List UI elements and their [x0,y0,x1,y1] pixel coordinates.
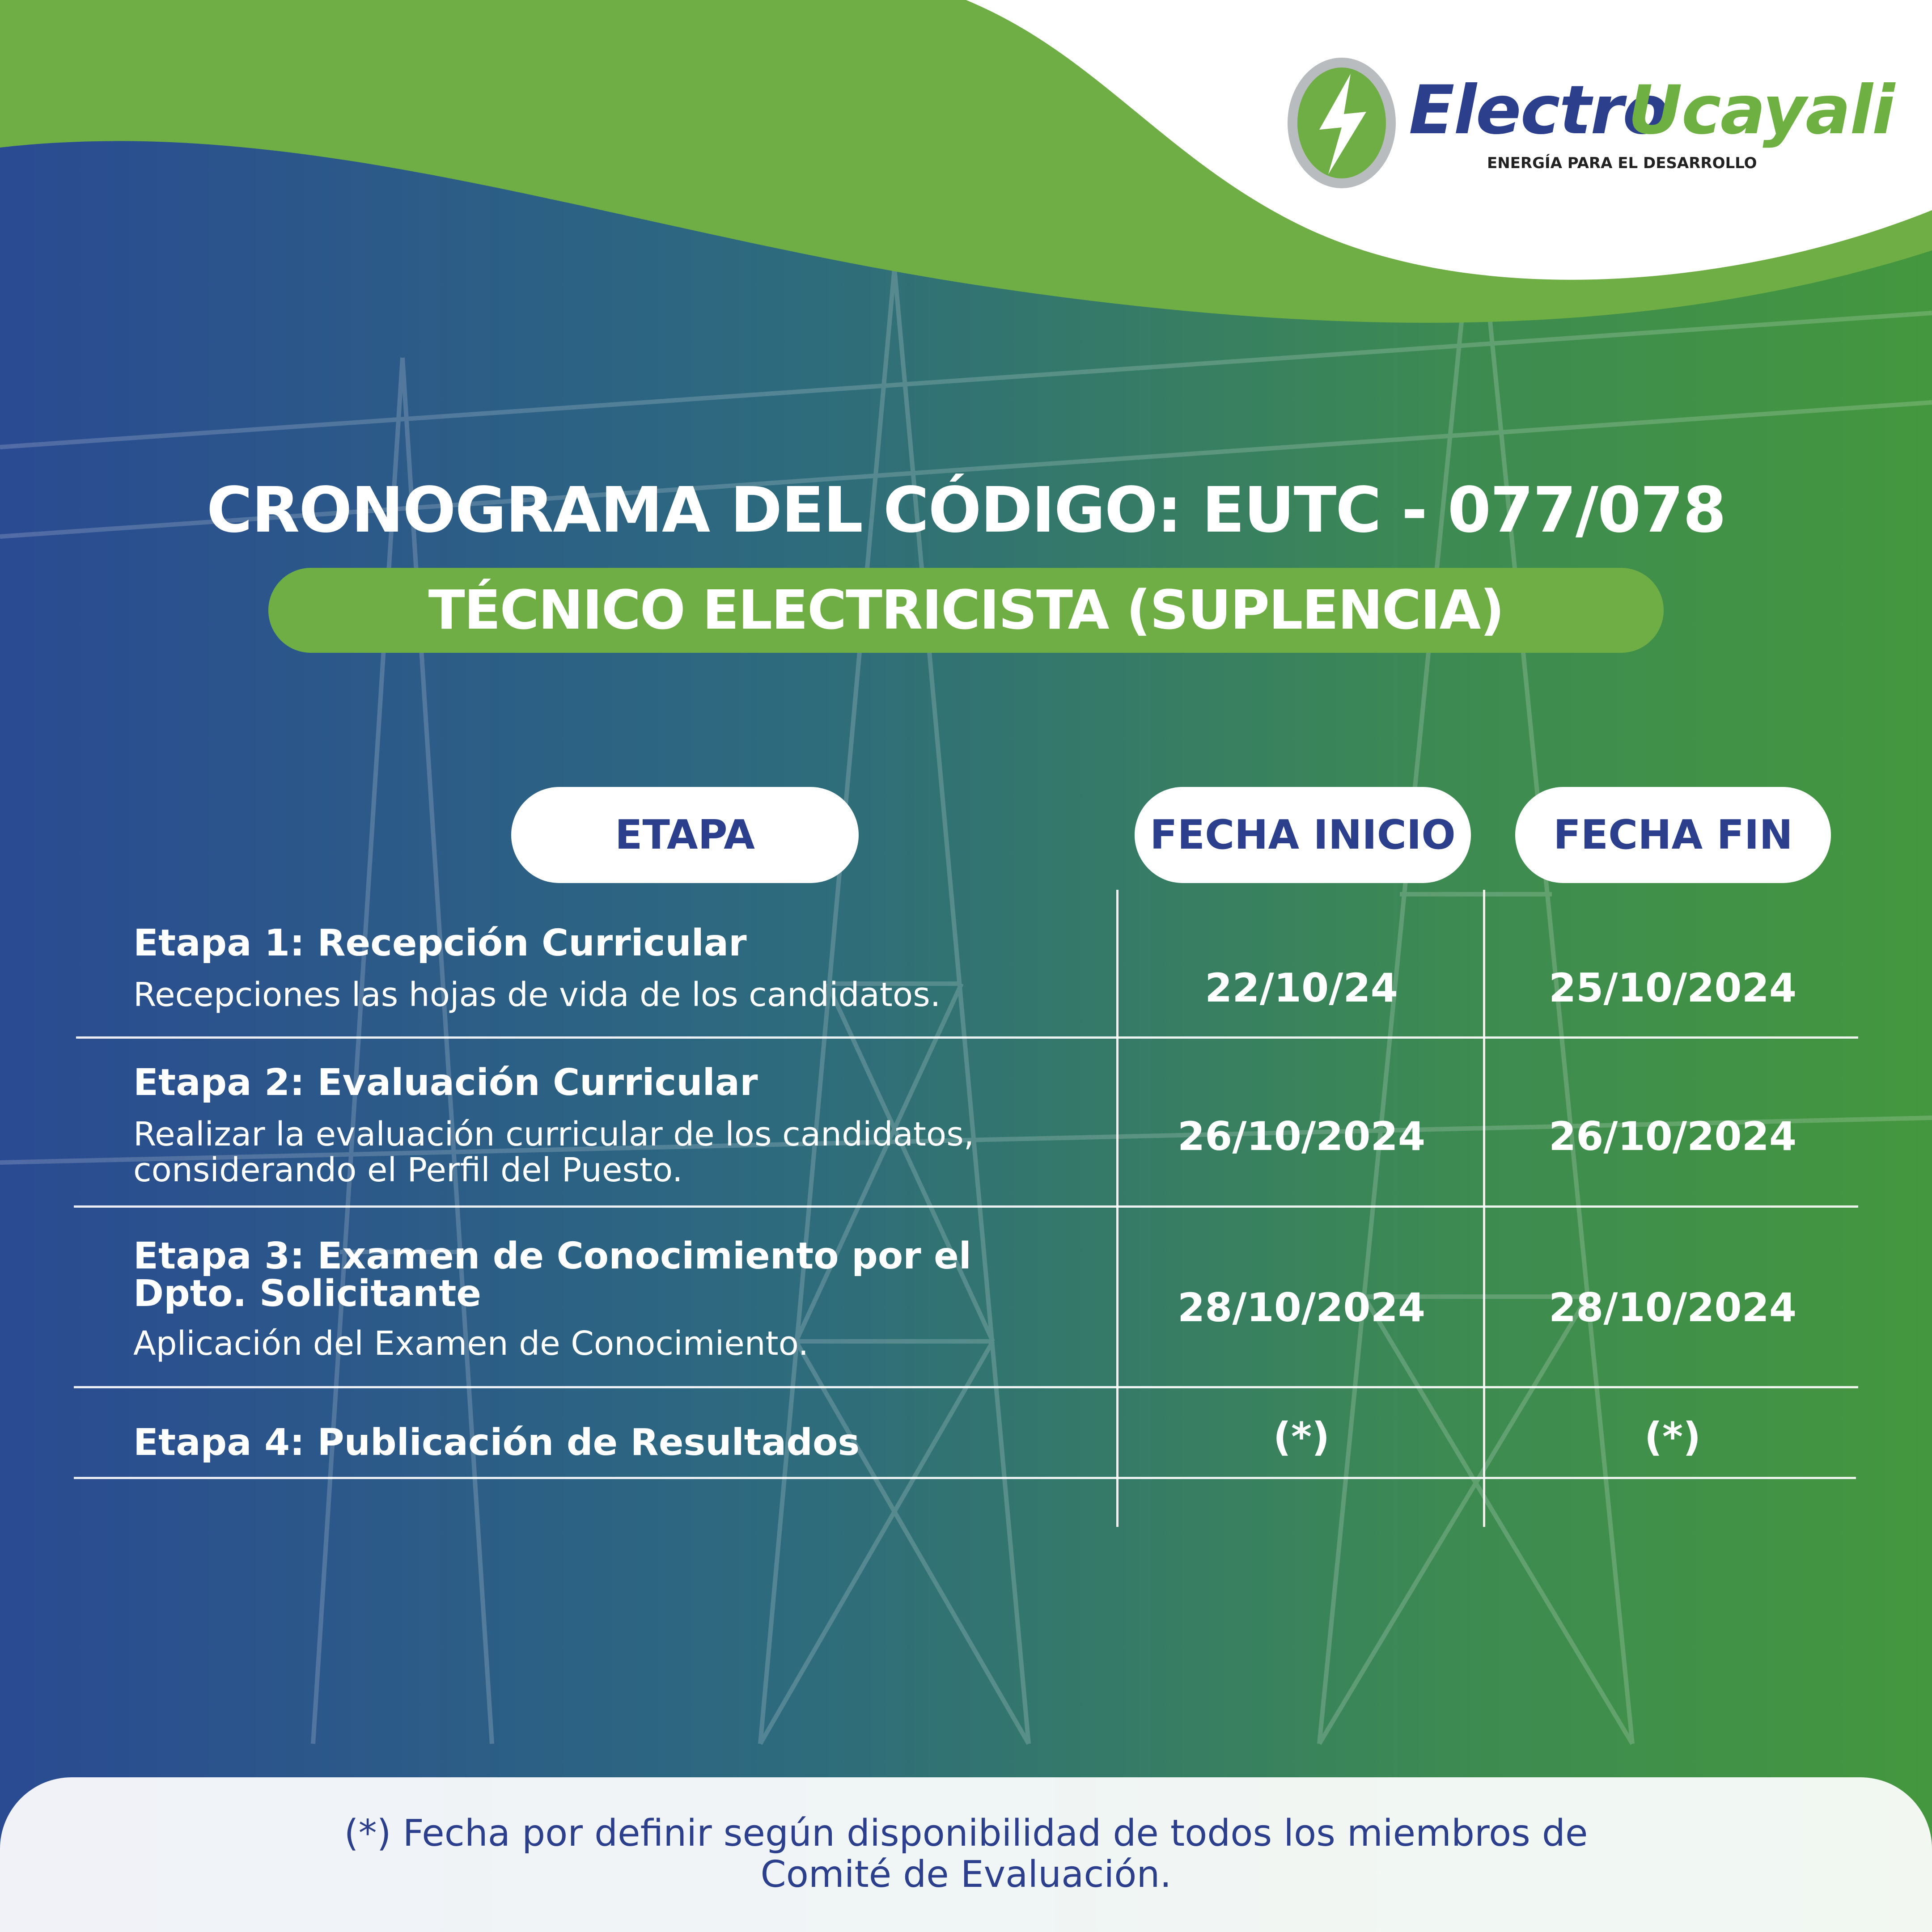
stage-4-end-date: (*) [1644,1414,1701,1460]
stage-3-title: Etapa 3: Examen de Conocimiento por el Dpto. Solicitante [133,1235,971,1315]
stage-1-description: Recepciones las hojas de vida de los candidatos. [133,976,941,1014]
header-fecha-inicio-label: FECHA INICIO [1150,812,1456,858]
stage-3-description: Aplicación del Examen de Conocimiento. [133,1324,809,1363]
stage-1-end-date: 25/10/2024 [1548,965,1797,1011]
stage-2-end-date: 26/10/2024 [1548,1113,1797,1159]
table-row-divider [74,1205,1858,1208]
stage-3-end-date: 28/10/2024 [1548,1285,1797,1331]
header-fecha-fin [1515,787,1831,883]
stage-4-start-date: (*) [1273,1414,1330,1460]
company-logo [1279,54,1894,201]
table-row-divider [74,1386,1858,1388]
header-etapa [511,787,859,883]
position-subtitle: TÉCNICO ELECTRICISTA (SUPLENCIA) [428,579,1504,642]
stage-1-start-date: 22/10/24 [1205,965,1398,1011]
table-row-divider [76,1036,1858,1039]
header-fecha-fin-label: FECHA FIN [1553,812,1793,858]
stage-1-title: Etapa 1: Recepción Curricular [133,922,747,964]
page-title: CRONOGRAMA DEL CÓDIGO: EUTC - 077/078 [206,474,1726,547]
brand-name-ucayali: Ucayali [1628,72,1894,149]
stage-3-start-date: 28/10/2024 [1177,1285,1426,1331]
header-etapa-label: ETAPA [615,812,755,858]
stage-4-title: Etapa 4: Publicación de Resultados [133,1421,860,1464]
stage-2-start-date: 26/10/2024 [1177,1113,1426,1159]
brand-name-electro: Electro [1409,72,1668,149]
brand-tagline: ENERGÍA PARA EL DESARROLLO [1487,154,1757,172]
subtitle-pill [268,568,1664,653]
lightning-bolt-icon [1284,56,1400,190]
table-row-divider [74,1477,1856,1479]
footnote: (*) Fecha por definir según disponibilidad de todos los miembros de Comité de Evaluación. [344,1812,1588,1896]
stage-2-title: Etapa 2: Evaluación Curricular [133,1061,758,1104]
header-fecha-inicio [1135,787,1471,883]
stage-2-description: Realizar la evaluación curricular de los candidatos, considerando el Perfil del Puesto. [133,1115,974,1189]
